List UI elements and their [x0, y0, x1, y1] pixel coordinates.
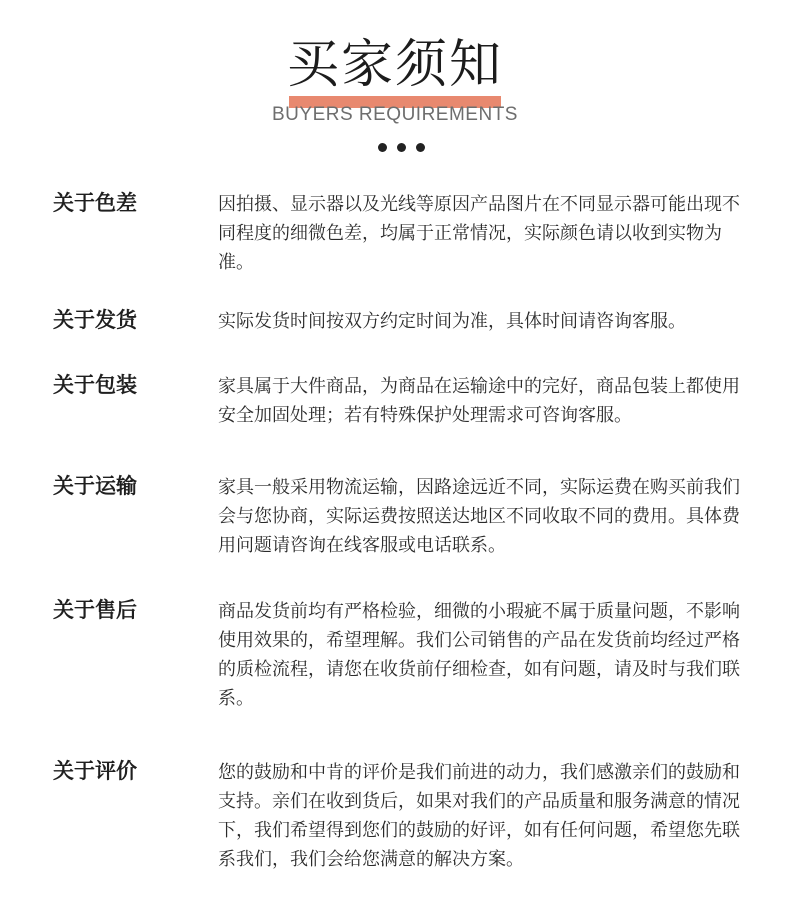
dot-icon [397, 143, 406, 152]
section-label: 关于发货 [53, 308, 137, 332]
section-label: 关于色差 [53, 191, 137, 215]
section-text: 商品发货前均有严格检验，细微的小瑕疵不属于质量问题，不影响使用效果的，希望理解。我们公司销售的产品在发货前均经过严格的质检流程，请您在收货前仔细检查，如有问题，请及时与我们联系。 [218, 601, 740, 709]
dot-icon [416, 143, 425, 152]
section-label: 关于包装 [53, 373, 137, 397]
section-text: 家具一般采用物流运输，因路途远近不同，实际运费在购买前我们会与您协商，实际运费按照送达地区不同收取不同的费用。具体费用问题请咨询在线客服或电话联系。 [218, 477, 740, 556]
page-subtitle: BUYERS REQUIREMENTS [272, 104, 518, 125]
page-title: 买家须知 [286, 35, 503, 95]
section-text: 家具属于大件商品，为商品在运输途中的完好，商品包装上都使用安全加固处理；若有特殊保护处理需求可咨询客服。 [218, 376, 740, 426]
decorative-dots [378, 143, 426, 153]
section-label: 关于评价 [53, 759, 137, 783]
section-text: 因拍摄、显示器以及光线等原因产品图片在不同显示器可能出现不同程度的细微色差，均属于正常情况，实际颜色请以收到实物为准。 [218, 194, 740, 273]
section-label: 关于运输 [53, 474, 137, 498]
title-block [285, 34, 505, 98]
section-text: 实际发货时间按双方约定时间为准，具体时间请咨询客服。 [218, 311, 686, 332]
page-header [0, 0, 790, 170]
section-label: 关于售后 [53, 598, 137, 622]
dot-icon [378, 143, 387, 152]
section-text: 您的鼓励和中肯的评价是我们前进的动力，我们感激亲们的鼓励和支持。亲们在收到货后，如果对我们的产品质量和服务满意的情况下，我们希望得到您们的鼓励的好评，如有任何问题，希望您先联系我们，我们会给您满意的解决方案。 [218, 762, 740, 870]
